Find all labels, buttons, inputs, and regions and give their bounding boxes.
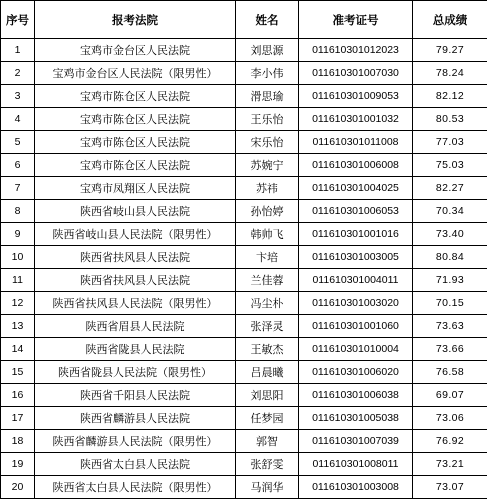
cell-name: 任梦园 [236, 407, 299, 430]
cell-name: 宋乐怡 [236, 131, 299, 154]
cell-exam-no: 011610301004025 [299, 177, 413, 200]
table-body [1, 39, 487, 499]
cell-seq: 8 [1, 200, 35, 223]
cell-score: 80.53 [413, 108, 487, 131]
table-row [1, 292, 487, 315]
cell-name: 苏祎 [236, 177, 299, 200]
table-row [1, 39, 487, 62]
cell-name: 李小伟 [236, 62, 299, 85]
cell-court: 陕西省陇县人民法院（限男性） [35, 361, 236, 384]
cell-score: 71.93 [413, 269, 487, 292]
table-row [1, 223, 487, 246]
cell-score: 73.21 [413, 453, 487, 476]
cell-seq: 4 [1, 108, 35, 131]
cell-exam-no: 011610301006020 [299, 361, 413, 384]
cell-exam-no: 011610301001060 [299, 315, 413, 338]
cell-name: 吕晨曦 [236, 361, 299, 384]
cell-court: 陕西省岐山县人民法院 [35, 200, 236, 223]
cell-exam-no: 011610301003008 [299, 476, 413, 499]
cell-exam-no: 011610301001032 [299, 108, 413, 131]
cell-seq: 1 [1, 39, 35, 62]
cell-exam-no: 011610301008011 [299, 453, 413, 476]
cell-name: 兰佳蓉 [236, 269, 299, 292]
cell-name: 刘思阳 [236, 384, 299, 407]
cell-seq: 5 [1, 131, 35, 154]
cell-exam-no: 011610301006038 [299, 384, 413, 407]
table-row [1, 131, 487, 154]
cell-name: 孙怡婷 [236, 200, 299, 223]
cell-name: 冯尘朴 [236, 292, 299, 315]
cell-exam-no: 011610301011008 [299, 131, 413, 154]
cell-score: 73.06 [413, 407, 487, 430]
cell-seq: 10 [1, 246, 35, 269]
cell-court: 陕西省陇县人民法院 [35, 338, 236, 361]
table-row [1, 338, 487, 361]
header-seq: 序号 [1, 1, 35, 39]
cell-name: 马润华 [236, 476, 299, 499]
table-row [1, 108, 487, 131]
table-row [1, 154, 487, 177]
cell-exam-no: 011610301005038 [299, 407, 413, 430]
cell-score: 77.03 [413, 131, 487, 154]
cell-court: 陕西省太白县人民法院（限男性） [35, 476, 236, 499]
cell-court: 陕西省千阳县人民法院 [35, 384, 236, 407]
cell-exam-no: 011610301007030 [299, 62, 413, 85]
table-row [1, 177, 487, 200]
cell-score: 78.24 [413, 62, 487, 85]
cell-score: 76.92 [413, 430, 487, 453]
cell-score: 82.27 [413, 177, 487, 200]
cell-seq: 12 [1, 292, 35, 315]
cell-score: 80.84 [413, 246, 487, 269]
cell-seq: 6 [1, 154, 35, 177]
cell-score: 70.15 [413, 292, 487, 315]
table-row [1, 85, 487, 108]
cell-name: 卞培 [236, 246, 299, 269]
cell-court: 宝鸡市金台区人民法院 [35, 39, 236, 62]
table-row [1, 430, 487, 453]
table-row [1, 407, 487, 430]
table-row [1, 384, 487, 407]
cell-seq: 18 [1, 430, 35, 453]
header-name: 姓名 [236, 1, 299, 39]
cell-score: 76.58 [413, 361, 487, 384]
table-header [1, 1, 487, 39]
cell-name: 郭智 [236, 430, 299, 453]
cell-score: 73.07 [413, 476, 487, 499]
table-row [1, 361, 487, 384]
cell-exam-no: 011610301004011 [299, 269, 413, 292]
cell-name: 韩帅飞 [236, 223, 299, 246]
cell-seq: 13 [1, 315, 35, 338]
table-row [1, 246, 487, 269]
cell-exam-no: 011610301001016 [299, 223, 413, 246]
header-court: 报考法院 [35, 1, 236, 39]
cell-exam-no: 011610301010004 [299, 338, 413, 361]
cell-name: 苏婉宁 [236, 154, 299, 177]
header-row [1, 1, 487, 39]
cell-court: 宝鸡市陈仓区人民法院 [35, 108, 236, 131]
table-row [1, 315, 487, 338]
cell-score: 69.07 [413, 384, 487, 407]
cell-court: 陕西省扶风县人民法院（限男性） [35, 292, 236, 315]
cell-seq: 19 [1, 453, 35, 476]
cell-name: 滑思瑜 [236, 85, 299, 108]
cell-exam-no: 011610301006053 [299, 200, 413, 223]
table-row [1, 269, 487, 292]
header-exam-no: 准考证号 [299, 1, 413, 39]
cell-court: 陕西省麟游县人民法院（限男性） [35, 430, 236, 453]
cell-court: 宝鸡市金台区人民法院（限男性） [35, 62, 236, 85]
cell-court: 宝鸡市凤翔区人民法院 [35, 177, 236, 200]
cell-exam-no: 011610301006008 [299, 154, 413, 177]
cell-court: 陕西省扶风县人民法院 [35, 246, 236, 269]
cell-name: 张舒雯 [236, 453, 299, 476]
header-score: 总成绩 [413, 1, 487, 39]
cell-court: 宝鸡市陈仓区人民法院 [35, 131, 236, 154]
cell-seq: 14 [1, 338, 35, 361]
cell-seq: 16 [1, 384, 35, 407]
table-row [1, 200, 487, 223]
cell-court: 陕西省眉县人民法院 [35, 315, 236, 338]
cell-court: 陕西省岐山县人民法院（限男性） [35, 223, 236, 246]
cell-score: 82.12 [413, 85, 487, 108]
table-row [1, 476, 487, 499]
cell-seq: 9 [1, 223, 35, 246]
cell-seq: 7 [1, 177, 35, 200]
cell-seq: 2 [1, 62, 35, 85]
cell-seq: 3 [1, 85, 35, 108]
cell-seq: 17 [1, 407, 35, 430]
cell-court: 陕西省太白县人民法院 [35, 453, 236, 476]
cell-score: 73.63 [413, 315, 487, 338]
cell-exam-no: 011610301003020 [299, 292, 413, 315]
table-row [1, 62, 487, 85]
cell-seq: 20 [1, 476, 35, 499]
cell-score: 75.03 [413, 154, 487, 177]
cell-name: 王乐怡 [236, 108, 299, 131]
cell-court: 宝鸡市陈仓区人民法院 [35, 154, 236, 177]
cell-score: 73.66 [413, 338, 487, 361]
cell-score: 70.34 [413, 200, 487, 223]
cell-name: 张泽灵 [236, 315, 299, 338]
cell-name: 王敏杰 [236, 338, 299, 361]
cell-score: 73.40 [413, 223, 487, 246]
cell-seq: 11 [1, 269, 35, 292]
table-row [1, 453, 487, 476]
cell-exam-no: 011610301009053 [299, 85, 413, 108]
cell-name: 刘思源 [236, 39, 299, 62]
cell-exam-no: 011610301003005 [299, 246, 413, 269]
cell-court: 陕西省麟游县人民法院 [35, 407, 236, 430]
cell-exam-no: 011610301007039 [299, 430, 413, 453]
cell-exam-no: 011610301012023 [299, 39, 413, 62]
cell-score: 79.27 [413, 39, 487, 62]
cell-court: 陕西省扶风县人民法院 [35, 269, 236, 292]
cell-court: 宝鸡市陈仓区人民法院 [35, 85, 236, 108]
cell-seq: 15 [1, 361, 35, 384]
